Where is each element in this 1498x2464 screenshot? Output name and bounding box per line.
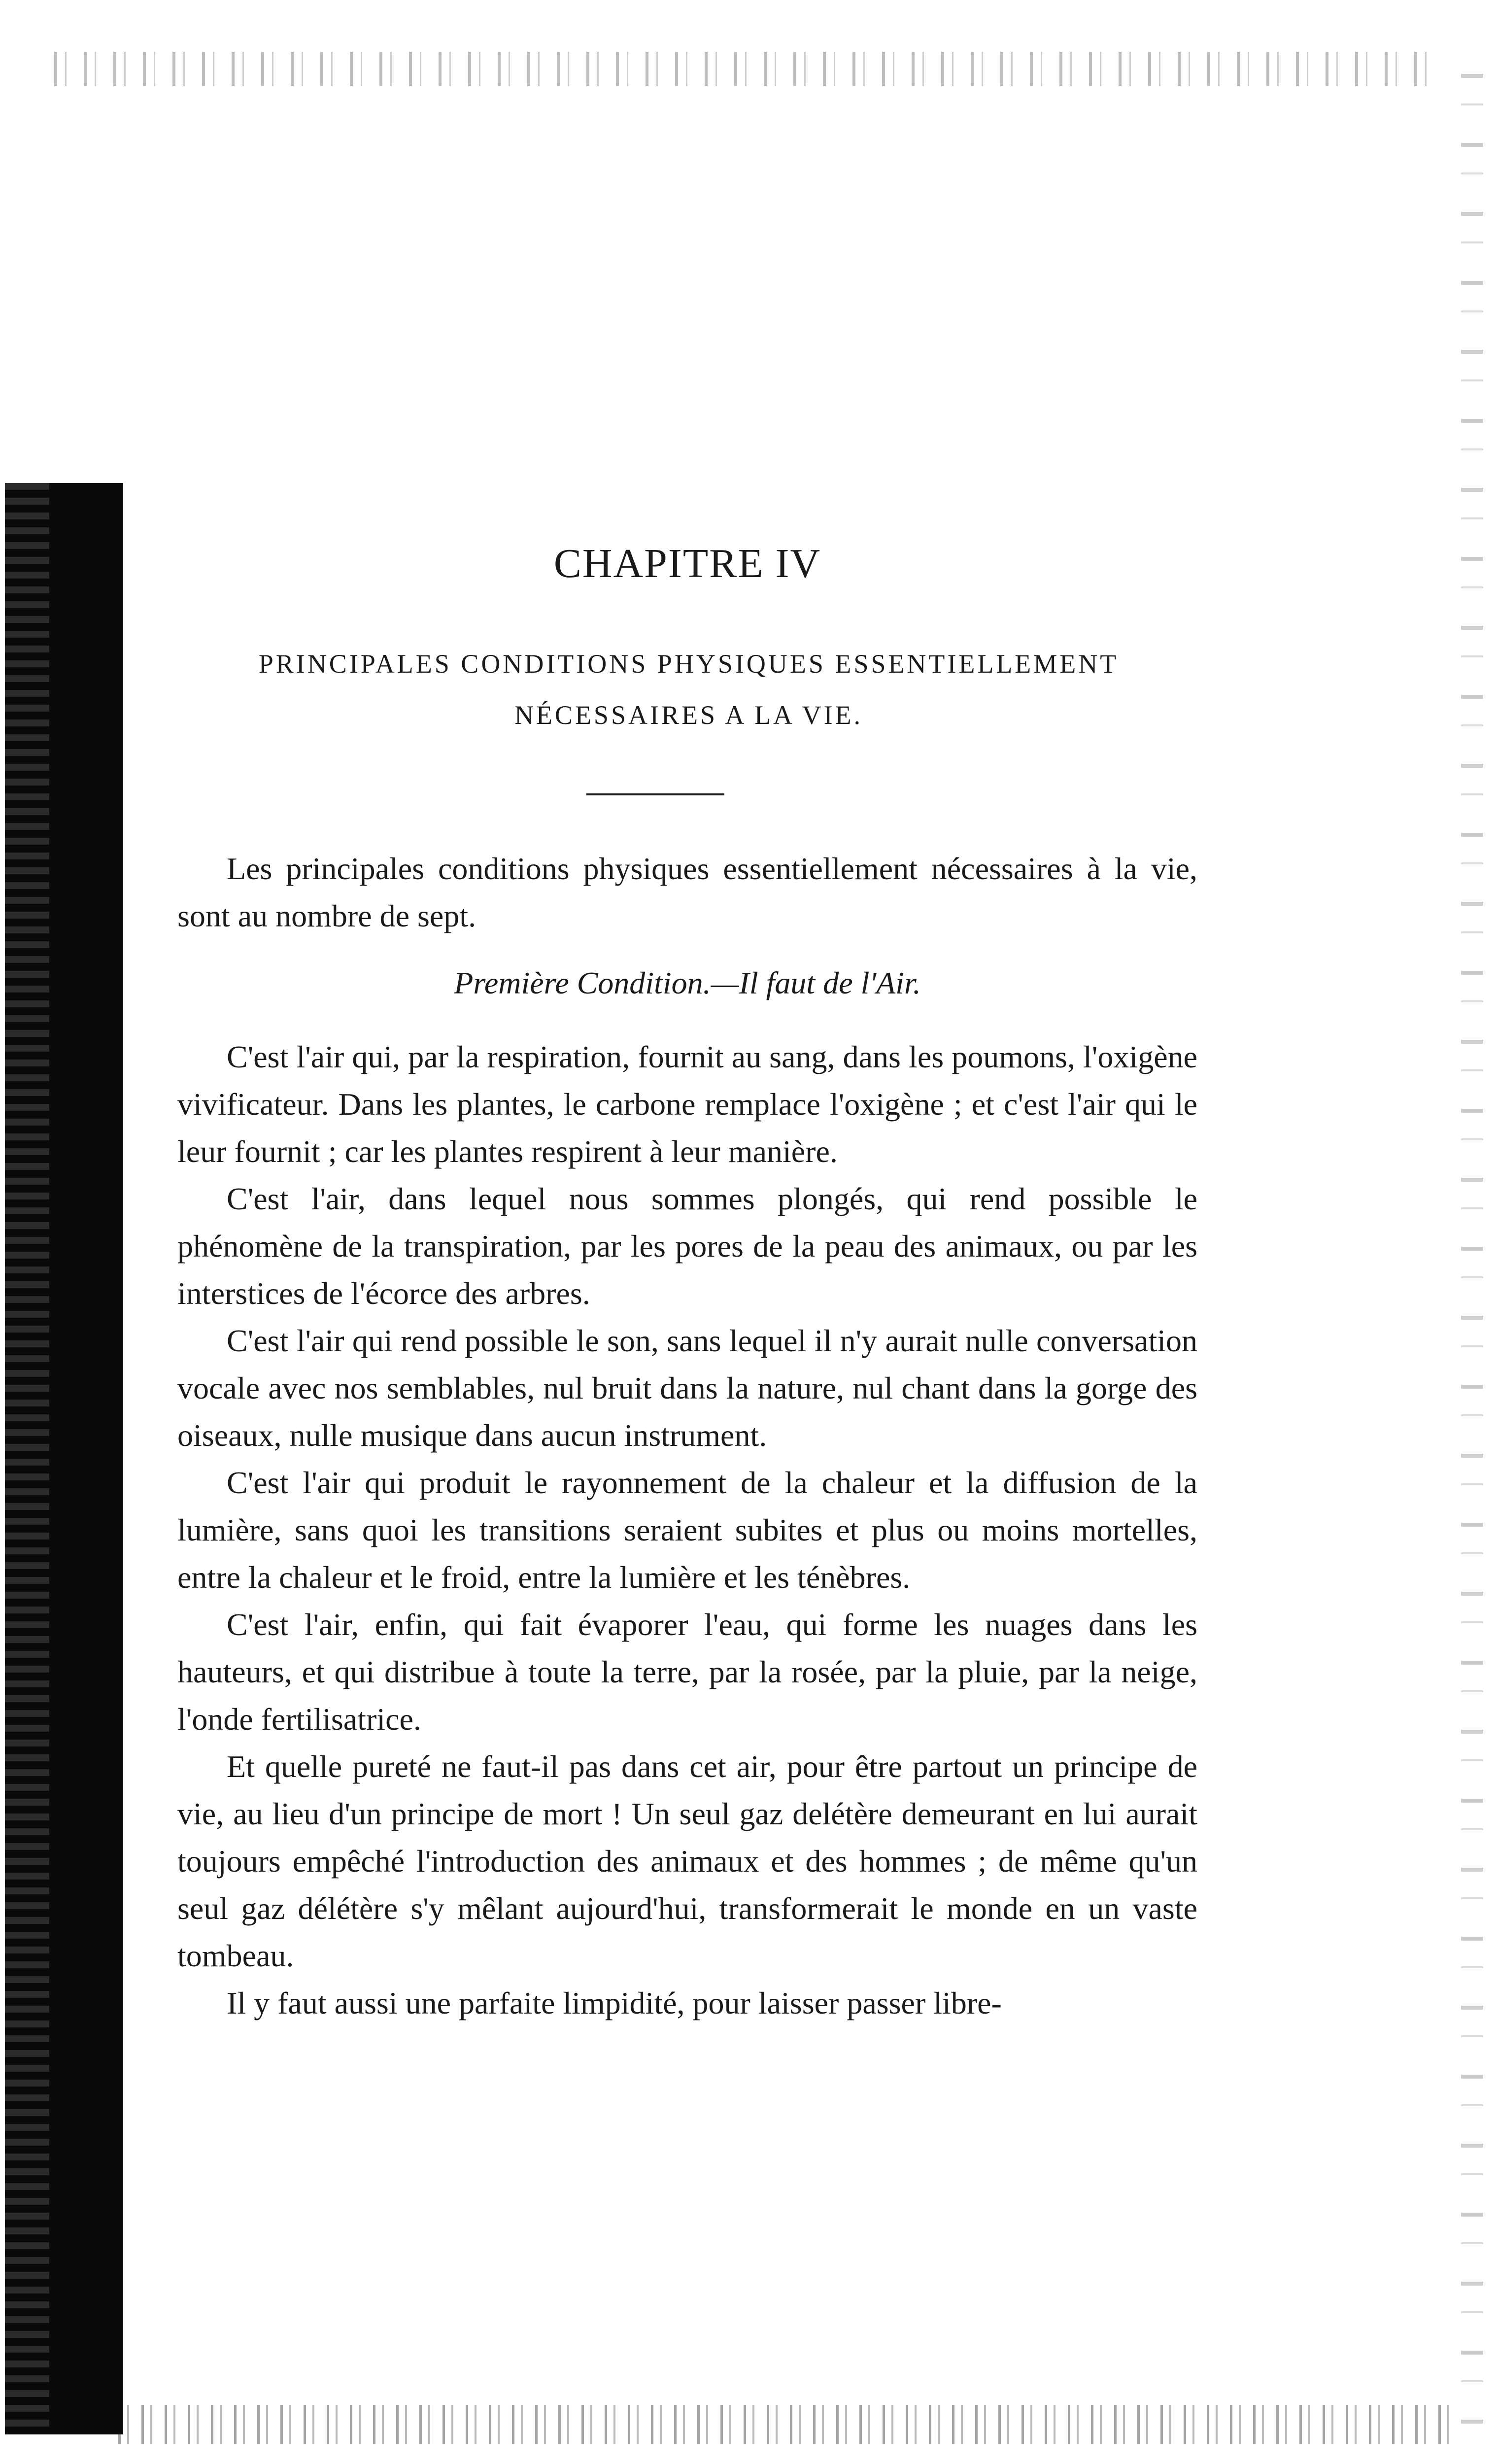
section-divider — [586, 793, 724, 795]
chapter-subtitle — [140, 638, 1237, 741]
subtitle-line-2: NÉCESSAIRES A LA VIE. — [514, 700, 863, 730]
scan-edge-bottom — [118, 2405, 1449, 2444]
paragraph-1: C'est l'air qui, par la respiration, fournit au sang, dans les poumons, l'oxigène vivificateur. Dans les plantes, le carbone remplace l'oxigène ; et c'est l'air qui le leur fournit ; car les plantes respirent à leur manière. — [177, 1039, 1197, 1169]
body-text — [177, 845, 1197, 2027]
paragraph-5: C'est l'air, enfin, qui fait évaporer l'eau, qui forme les nuages dans les hauteurs, et qui distribue à toute la terre, par la rosée, par la pluie, par la neige, l'onde fertilisatrice. — [177, 1607, 1197, 1737]
scan-edge-top — [54, 52, 1434, 86]
paragraph-4: C'est l'air qui produit le rayonnement de la chaleur et la diffusion de la lumière, sans quoi les transitions seraient subites et plus ou moins mortelles, entre la chaleur et le froid, entre la lumière et les ténèbres. — [177, 1465, 1197, 1595]
paragraph-3: C'est l'air qui rend possible le son, sans lequel il n'y aurait nulle conversation vocale avec nos semblables, nul bruit dans la nature, nul chant dans la gorge des oiseaux, nulle musique dans aucun instrument. — [177, 1323, 1197, 1453]
intro-paragraph: Les principales conditions physiques essentiellement nécessaires à la vie, sont au nombre de sept. — [177, 851, 1197, 933]
condition-heading: Première Condition.—Il faut de l'Air. — [454, 965, 921, 1000]
paragraph-2: C'est l'air, dans lequel nous sommes plongés, qui rend possible le phénomène de la transpiration, par les pores de la peau des animaux, ou par les interstices de l'écorce des arbres. — [177, 1181, 1197, 1311]
subtitle-line-1: PRINCIPALES CONDITIONS PHYSIQUES ESSENTIELLEMENT — [258, 649, 1119, 679]
paragraph-7: Il y faut aussi une parfaite limpidité, pour laisser passer libre- — [227, 1985, 1002, 2020]
chapter-title: CHAPITRE IV — [553, 541, 821, 586]
scan-edge-right — [1461, 74, 1483, 2439]
binding-shadow — [5, 483, 123, 2434]
paragraph-6: Et quelle pureté ne faut-il pas dans cet air, pour être partout un principe de vie, au lieu d'un principe de mort ! Un seul gaz delétère demeurant en lui aurait toujours empêché l'introduction des animaux et des hommes ; de même qu'un seul gaz délétère s'y mêlant aujourd'hui, transformerait le monde en un vaste tombeau. — [177, 1749, 1197, 1973]
